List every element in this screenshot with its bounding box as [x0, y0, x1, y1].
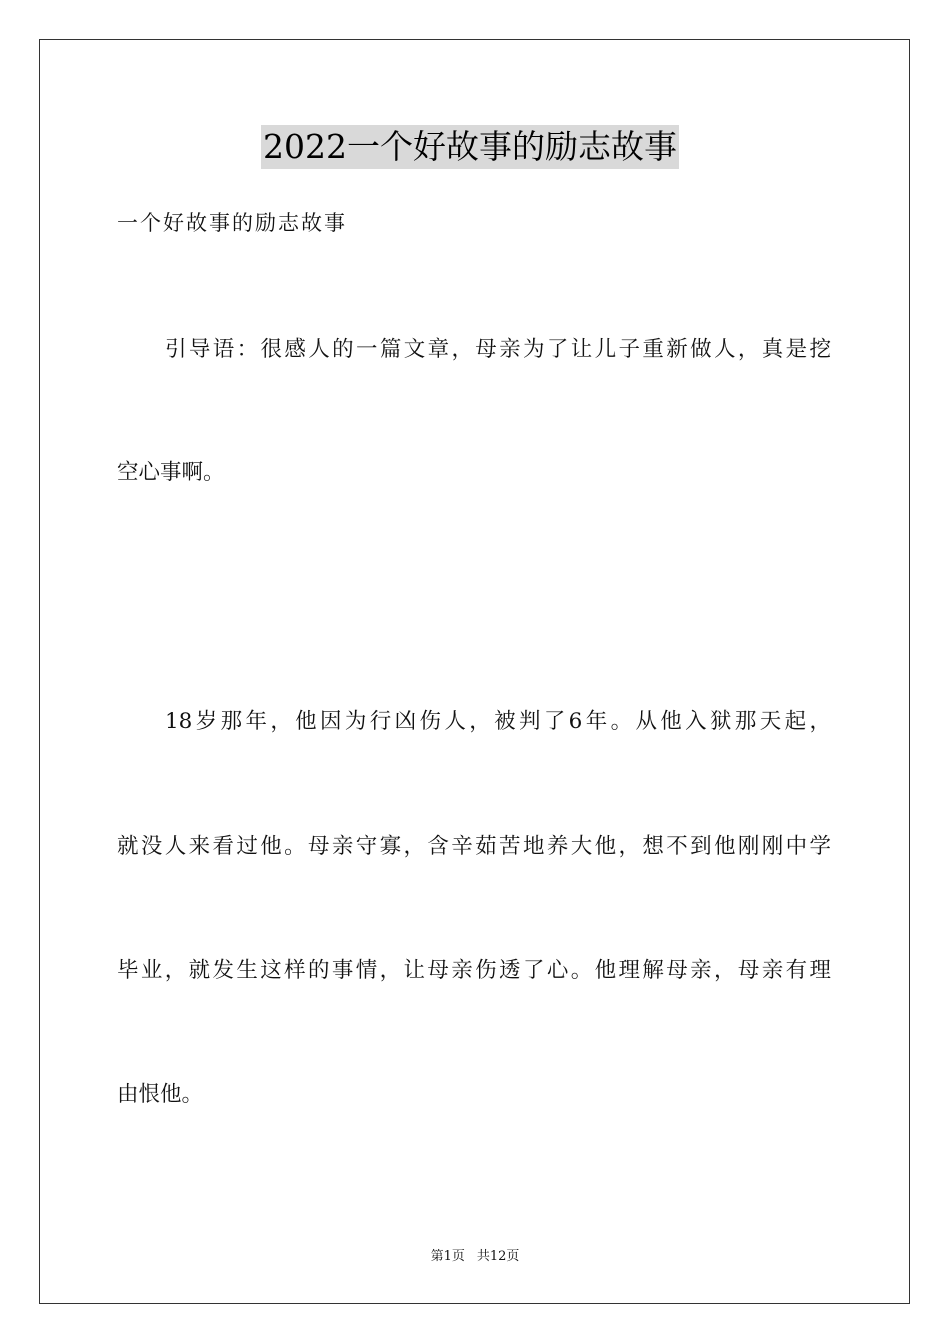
document-subtitle: 一个好故事的励志故事 [117, 211, 347, 235]
document-title: 2022一个好故事的励志故事 [261, 125, 679, 169]
page-number: 第1页 [430, 1249, 465, 1264]
paragraph-2-line-3: 毕业，就发生这样的事情，让母亲伤透了心。他理解母亲，母亲有理 [117, 958, 831, 983]
page-total: 共12页 [476, 1249, 520, 1264]
paragraph-2-line-1: 18岁那年，他因为行凶伤人，被判了6年。从他入狱那天起， [165, 709, 831, 734]
page-footer [0, 1248, 950, 1266]
paragraph-1-line-1: 引导语：很感人的一篇文章，母亲为了让儿子重新做人，真是挖 [165, 337, 831, 362]
paragraph-2-line-2: 就没人来看过他。母亲守寡，含辛茹苦地养大他，想不到他刚刚中学 [117, 834, 831, 859]
paragraph-2-line-4: 由恨他。 [117, 1082, 204, 1107]
paragraph-1-line-2: 空心事啊。 [117, 460, 225, 485]
